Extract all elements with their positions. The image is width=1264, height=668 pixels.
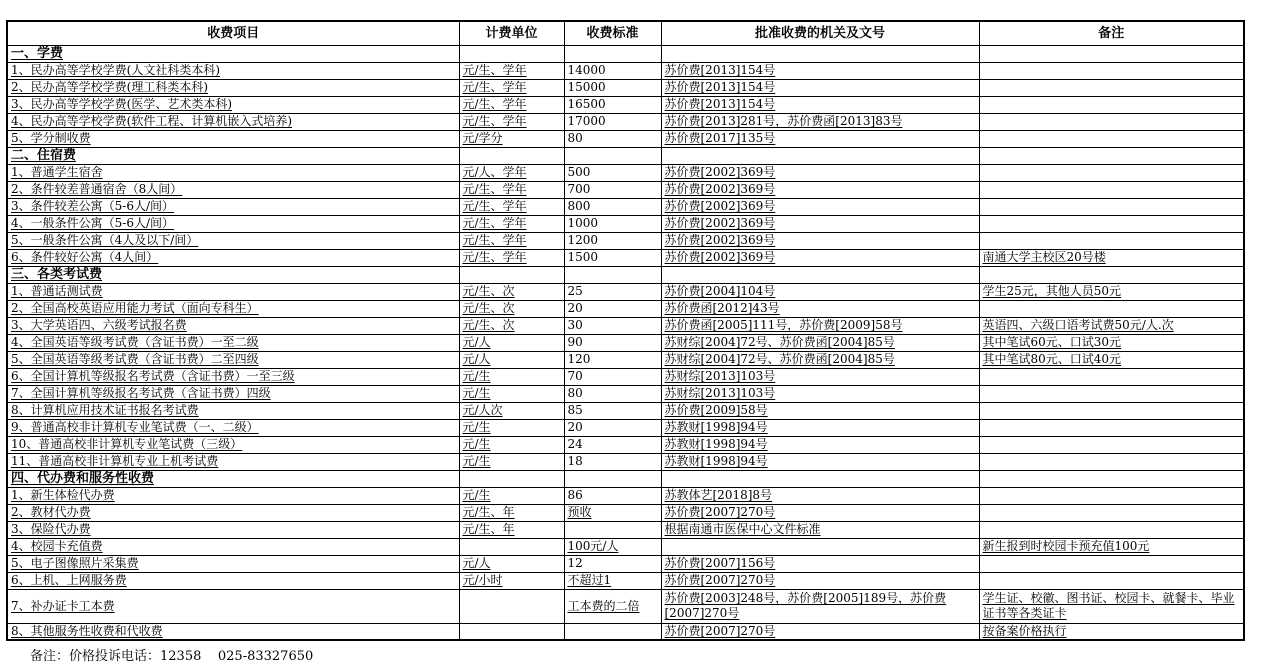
table-row	[7, 351, 1244, 368]
table-row	[7, 368, 1244, 385]
authority-cell: 苏价费[2003]248号，苏价费[2005]189号，苏价费[2007]270号	[661, 589, 979, 623]
item-cell: 1、普通学生宿舍	[7, 164, 459, 181]
authority-cell: 苏教财[1998]94号	[661, 453, 979, 470]
footer-note: 备注：价格投诉电话：12358 025-83327650	[30, 649, 314, 664]
table-row	[7, 283, 1244, 300]
unit-cell: 元/生、学年	[459, 113, 564, 130]
unit-cell: 元/生	[459, 419, 564, 436]
table-row	[7, 96, 1244, 113]
standard-cell: 25	[564, 283, 661, 300]
remark-cell	[979, 572, 1244, 589]
standard-cell: 85	[564, 402, 661, 419]
section-title: 一、学费	[7, 45, 459, 62]
unit-cell: 元/生、次	[459, 300, 564, 317]
standard-cell: 15000	[564, 79, 661, 96]
table-row	[7, 232, 1244, 249]
unit-cell: 元/人	[459, 351, 564, 368]
standard-cell: 20	[564, 300, 661, 317]
remark-cell	[979, 62, 1244, 79]
remark-cell	[979, 198, 1244, 215]
remark-cell	[979, 368, 1244, 385]
unit-cell: 元/生、次	[459, 317, 564, 334]
empty-cell	[979, 266, 1244, 283]
section-row	[7, 470, 1244, 487]
table-row	[7, 334, 1244, 351]
remark-cell	[979, 181, 1244, 198]
standard-cell: 500	[564, 164, 661, 181]
remark-cell	[979, 164, 1244, 181]
item-cell: 6、全国计算机等级报名考试费（含证书费）一至三级	[7, 368, 459, 385]
item-cell: 5、学分制收费	[7, 130, 459, 147]
unit-cell	[459, 538, 564, 555]
authority-cell: 苏价费[2007]156号	[661, 555, 979, 572]
unit-cell: 元/生	[459, 368, 564, 385]
table-row	[7, 385, 1244, 402]
table-row	[7, 249, 1244, 266]
item-cell: 1、新生体检代办费	[7, 487, 459, 504]
authority-cell: 苏价费[2002]369号	[661, 164, 979, 181]
empty-cell	[459, 45, 564, 62]
empty-cell	[979, 470, 1244, 487]
empty-cell	[564, 147, 661, 164]
standard-cell: 1500	[564, 249, 661, 266]
item-cell: 8、计算机应用技术证书报名考试费	[7, 402, 459, 419]
unit-cell: 元/生	[459, 385, 564, 402]
unit-cell: 元/生、次	[459, 283, 564, 300]
item-cell: 3、条件较差公寓（5-6人/间）	[7, 198, 459, 215]
item-cell: 10、普通高校非计算机专业笔试费（三级）	[7, 436, 459, 453]
authority-cell: 苏教财[1998]94号	[661, 436, 979, 453]
item-cell: 9、普通高校非计算机专业笔试费（一、二级）	[7, 419, 459, 436]
authority-cell: 苏价费[2004]104号	[661, 283, 979, 300]
section-title: 二、住宿费	[7, 147, 459, 164]
table-row	[7, 402, 1244, 419]
item-cell: 11、普通高校非计算机专业上机考试费	[7, 453, 459, 470]
authority-cell: 苏价费函[2005]111号，苏价费[2009]58号	[661, 317, 979, 334]
column-header-standard: 收费标准	[564, 21, 661, 45]
table-row	[7, 317, 1244, 334]
table-row	[7, 436, 1244, 453]
standard-cell: 1000	[564, 215, 661, 232]
authority-cell: 根据南通市医保中心文件标准	[661, 521, 979, 538]
authority-cell: 苏财综[2013]103号	[661, 368, 979, 385]
remark-cell	[979, 504, 1244, 521]
table-row	[7, 538, 1244, 555]
item-cell: 5、一般条件公寓（4人及以下/间）	[7, 232, 459, 249]
remark-cell: 学生证、校徽、图书证、校园卡、就餐卡、毕业证书等各类证卡	[979, 589, 1244, 623]
authority-cell: 苏价费[2007]270号	[661, 572, 979, 589]
table-row	[7, 198, 1244, 215]
unit-cell: 元/生	[459, 453, 564, 470]
empty-cell	[459, 470, 564, 487]
item-cell: 8、其他服务性收费和代收费	[7, 623, 459, 640]
standard-cell: 18	[564, 453, 661, 470]
standard-cell: 800	[564, 198, 661, 215]
unit-cell: 元/生、学年	[459, 181, 564, 198]
section-row	[7, 147, 1244, 164]
standard-cell: 16500	[564, 96, 661, 113]
remark-cell: 新生报到时校园卡预充值100元	[979, 538, 1244, 555]
authority-cell: 苏财综[2013]103号	[661, 385, 979, 402]
authority-cell	[661, 538, 979, 555]
unit-cell: 元/人次	[459, 402, 564, 419]
unit-cell: 元/学分	[459, 130, 564, 147]
remark-cell	[979, 419, 1244, 436]
remark-cell: 按备案价格执行	[979, 623, 1244, 640]
item-cell: 2、条件较差普通宿舍（8人间）	[7, 181, 459, 198]
standard-cell: 20	[564, 419, 661, 436]
empty-cell	[564, 266, 661, 283]
item-cell: 5、全国英语等级考试费（含证书费）二至四级	[7, 351, 459, 368]
remark-cell	[979, 487, 1244, 504]
empty-cell	[564, 470, 661, 487]
unit-cell	[459, 589, 564, 623]
remark-cell	[979, 436, 1244, 453]
standard-cell: 17000	[564, 113, 661, 130]
unit-cell: 元/生、年	[459, 521, 564, 538]
unit-cell: 元/生、学年	[459, 79, 564, 96]
standard-cell: 24	[564, 436, 661, 453]
standard-cell: 100元/人	[564, 538, 661, 555]
standard-cell: 700	[564, 181, 661, 198]
authority-cell: 苏价费[2002]369号	[661, 249, 979, 266]
unit-cell: 元/生、学年	[459, 198, 564, 215]
authority-cell: 苏价费[2013]281号，苏价费函[2013]83号	[661, 113, 979, 130]
table-row	[7, 419, 1244, 436]
standard-cell: 80	[564, 385, 661, 402]
empty-cell	[564, 45, 661, 62]
authority-cell: 苏财综[2004]72号、苏价费函[2004]85号	[661, 351, 979, 368]
authority-cell: 苏价费[2013]154号	[661, 96, 979, 113]
unit-cell: 元/生、学年	[459, 96, 564, 113]
item-cell: 5、电子图像照片采集费	[7, 555, 459, 572]
authority-cell: 苏价费[2013]154号	[661, 62, 979, 79]
remark-cell	[979, 521, 1244, 538]
empty-cell	[459, 147, 564, 164]
item-cell: 1、普通话测试费	[7, 283, 459, 300]
item-cell: 4、民办高等学校学费(软件工程、计算机嵌入式培养)	[7, 113, 459, 130]
unit-cell: 元/人、学年	[459, 164, 564, 181]
table-row	[7, 589, 1244, 623]
table-row	[7, 521, 1244, 538]
standard-cell: 86	[564, 487, 661, 504]
item-cell: 2、全国高校英语应用能力考试（面向专科生）	[7, 300, 459, 317]
column-header-item: 收费项目	[7, 21, 459, 45]
column-header-unit: 计费单位	[459, 21, 564, 45]
standard-cell	[564, 623, 661, 640]
remark-cell	[979, 555, 1244, 572]
item-cell: 4、校园卡充值费	[7, 538, 459, 555]
authority-cell: 苏教财[1998]94号	[661, 419, 979, 436]
empty-cell	[661, 147, 979, 164]
authority-cell: 苏价费[2002]369号	[661, 215, 979, 232]
remark-cell	[979, 215, 1244, 232]
table-row	[7, 453, 1244, 470]
table-row	[7, 504, 1244, 521]
item-cell: 7、补办证卡工本费	[7, 589, 459, 623]
remark-cell	[979, 453, 1244, 470]
authority-cell: 苏教体艺[2018]8号	[661, 487, 979, 504]
remark-cell	[979, 79, 1244, 96]
table-row	[7, 487, 1244, 504]
remark-cell	[979, 385, 1244, 402]
item-cell: 6、上机、上网服务费	[7, 572, 459, 589]
authority-cell: 苏财综[2004]72号、苏价费函[2004]85号	[661, 334, 979, 351]
standard-cell: 14000	[564, 62, 661, 79]
unit-cell: 元/人	[459, 555, 564, 572]
standard-cell: 80	[564, 130, 661, 147]
remark-cell	[979, 402, 1244, 419]
table-row	[7, 164, 1244, 181]
empty-cell	[459, 266, 564, 283]
standard-cell: 不超过1	[564, 572, 661, 589]
authority-cell: 苏价费[2013]154号	[661, 79, 979, 96]
standard-cell: 12	[564, 555, 661, 572]
table-row	[7, 555, 1244, 572]
remark-cell	[979, 113, 1244, 130]
item-cell: 3、保险代办费	[7, 521, 459, 538]
remark-cell: 英语四、六级口语考试费50元/人.次	[979, 317, 1244, 334]
remark-cell	[979, 300, 1244, 317]
item-cell: 7、全国计算机等级报名考试费（含证书费）四级	[7, 385, 459, 402]
unit-cell	[459, 623, 564, 640]
item-cell: 2、教材代办费	[7, 504, 459, 521]
standard-cell: 70	[564, 368, 661, 385]
standard-cell: 工本费的二倍	[564, 589, 661, 623]
unit-cell: 元/生、学年	[459, 232, 564, 249]
remark-cell: 学生25元，其他人员50元	[979, 283, 1244, 300]
fee-table-body	[7, 45, 1244, 640]
column-header-authority: 批准收费的机关及文号	[661, 21, 979, 45]
unit-cell: 元/生	[459, 436, 564, 453]
table-row	[7, 300, 1244, 317]
empty-cell	[661, 470, 979, 487]
column-header-remark: 备注	[979, 21, 1244, 45]
unit-cell: 元/生、年	[459, 504, 564, 521]
standard-cell	[564, 521, 661, 538]
unit-cell: 元/生	[459, 487, 564, 504]
empty-cell	[979, 45, 1244, 62]
remark-cell: 南通大学主校区20号楼	[979, 249, 1244, 266]
authority-cell: 苏价费[2009]58号	[661, 402, 979, 419]
item-cell: 3、民办高等学校学费(医学、艺术类本科)	[7, 96, 459, 113]
table-row	[7, 572, 1244, 589]
authority-cell: 苏价费函[2012]43号	[661, 300, 979, 317]
section-row	[7, 266, 1244, 283]
section-title: 四、代办费和服务性收费	[7, 470, 459, 487]
unit-cell: 元/生、学年	[459, 62, 564, 79]
remark-cell	[979, 232, 1244, 249]
item-cell: 3、大学英语四、六级考试报名费	[7, 317, 459, 334]
empty-cell	[661, 266, 979, 283]
standard-cell: 1200	[564, 232, 661, 249]
table-row	[7, 623, 1244, 640]
authority-cell: 苏价费[2007]270号	[661, 623, 979, 640]
authority-cell: 苏价费[2002]369号	[661, 232, 979, 249]
table-row	[7, 181, 1244, 198]
standard-cell: 90	[564, 334, 661, 351]
unit-cell: 元/人	[459, 334, 564, 351]
item-cell: 4、一般条件公寓（5-6人/间）	[7, 215, 459, 232]
item-cell: 4、全国英语等级考试费（含证书费）一至二级	[7, 334, 459, 351]
unit-cell: 元/小时	[459, 572, 564, 589]
remark-cell	[979, 96, 1244, 113]
table-row	[7, 113, 1244, 130]
standard-cell: 30	[564, 317, 661, 334]
table-row	[7, 130, 1244, 147]
table-row	[7, 62, 1244, 79]
fee-table-header	[7, 21, 1244, 45]
unit-cell: 元/生、学年	[459, 215, 564, 232]
item-cell: 6、条件较好公寓（4人间）	[7, 249, 459, 266]
empty-cell	[661, 45, 979, 62]
authority-cell: 苏价费[2017]135号	[661, 130, 979, 147]
table-row	[7, 79, 1244, 96]
authority-cell: 苏价费[2007]270号	[661, 504, 979, 521]
unit-cell: 元/生、学年	[459, 249, 564, 266]
remark-cell: 其中笔试80元、口试40元	[979, 351, 1244, 368]
standard-cell: 120	[564, 351, 661, 368]
remark-cell: 其中笔试60元、口试30元	[979, 334, 1244, 351]
table-row	[7, 215, 1244, 232]
empty-cell	[979, 147, 1244, 164]
authority-cell: 苏价费[2002]369号	[661, 181, 979, 198]
header-row	[7, 21, 1244, 45]
section-row	[7, 45, 1244, 62]
item-cell: 2、民办高等学校学费(理工科类本科)	[7, 79, 459, 96]
item-cell: 1、民办高等学校学费(人文社科类本科)	[7, 62, 459, 79]
authority-cell: 苏价费[2002]369号	[661, 198, 979, 215]
standard-cell: 预收	[564, 504, 661, 521]
remark-cell	[979, 130, 1244, 147]
section-title: 三、各类考试费	[7, 266, 459, 283]
fee-table	[6, 20, 1245, 641]
